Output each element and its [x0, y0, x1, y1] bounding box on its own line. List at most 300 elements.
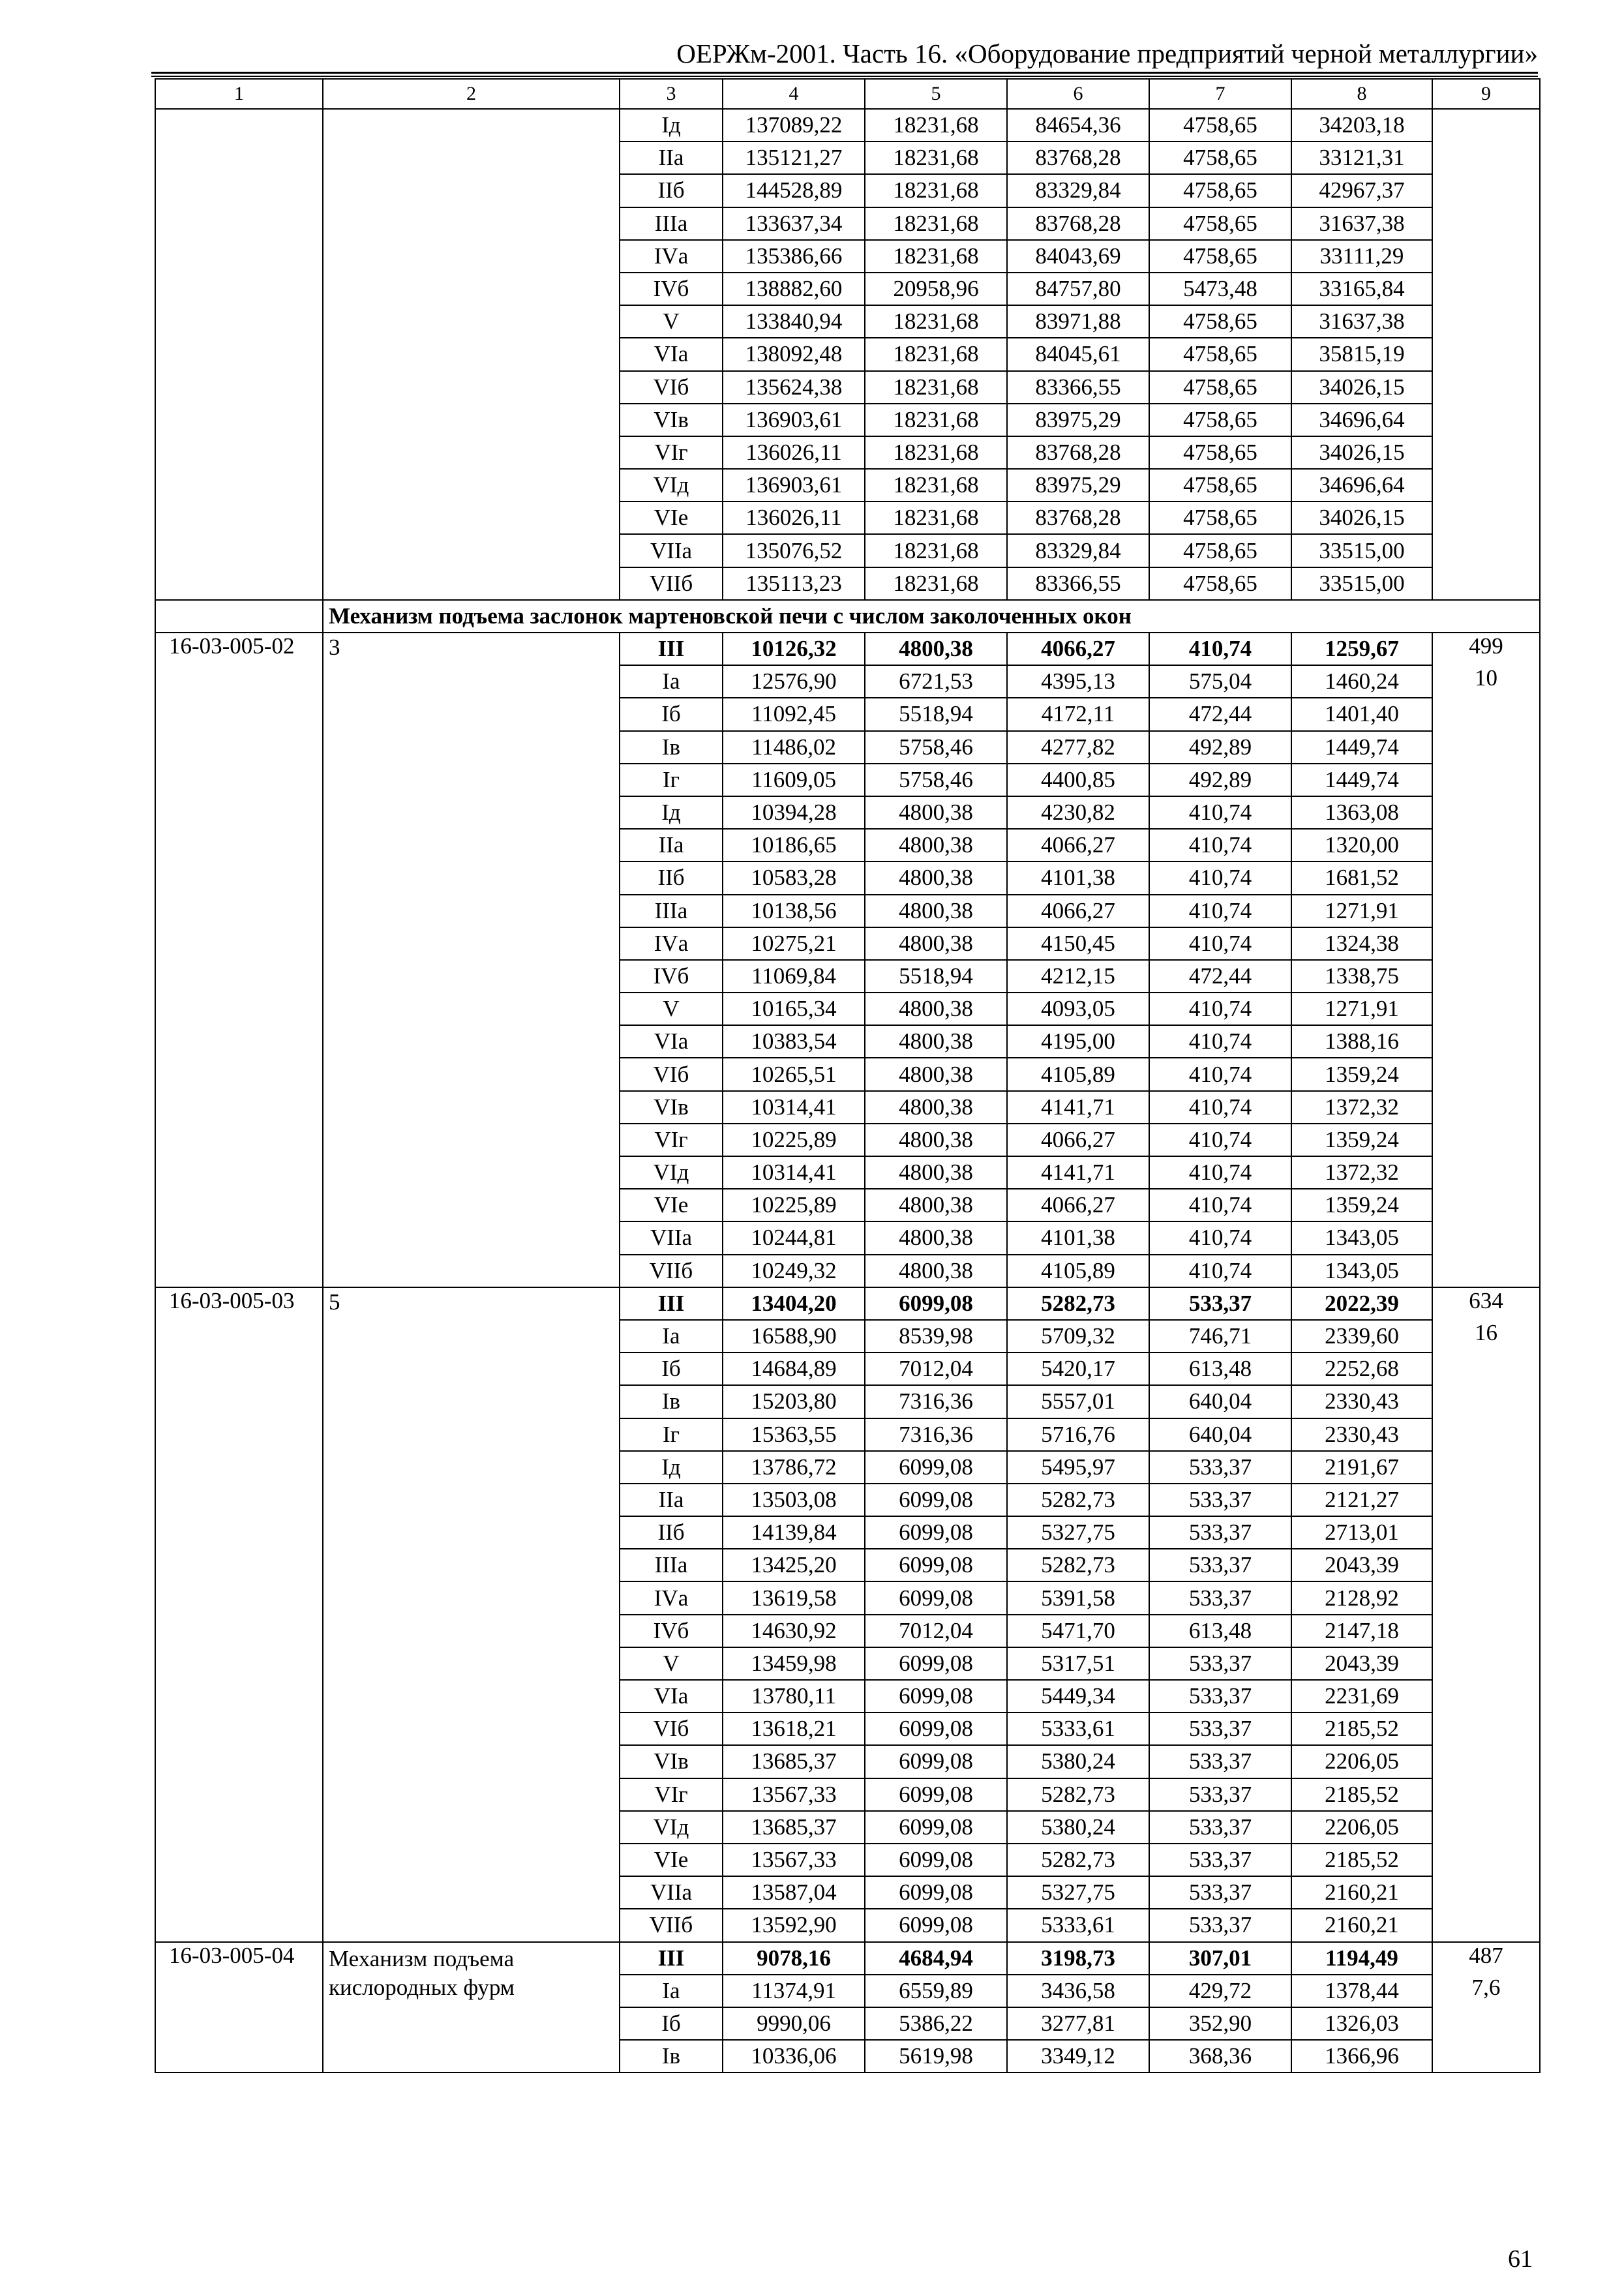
price-value: 5282,73 — [1007, 1549, 1149, 1581]
zone-label: Iв — [620, 1385, 723, 1418]
price-value: 11609,05 — [723, 764, 865, 796]
price-value: 5495,97 — [1007, 1451, 1149, 1484]
resource-code — [155, 1091, 323, 1124]
col9-value: 10 — [1432, 665, 1540, 698]
price-value: 4758,65 — [1149, 207, 1291, 240]
price-value: 133637,34 — [723, 207, 865, 240]
resource-code — [155, 567, 323, 600]
table-row — [155, 1385, 1540, 1418]
resource-code: 16-03-005-03 — [155, 1287, 323, 1320]
price-value: 410,74 — [1149, 927, 1291, 960]
price-value: 3277,81 — [1007, 2007, 1149, 2040]
price-value: 83768,28 — [1007, 207, 1149, 240]
resource-description — [323, 273, 620, 305]
resource-description — [323, 1745, 620, 1778]
col9-value — [1432, 273, 1540, 305]
price-value: 5282,73 — [1007, 1484, 1149, 1516]
column-number: 3 — [620, 79, 723, 109]
price-value: 9078,16 — [723, 1942, 865, 1975]
resource-code — [155, 829, 323, 861]
price-value: 14630,92 — [723, 1615, 865, 1647]
price-value: 410,74 — [1149, 796, 1291, 829]
table-row — [155, 796, 1540, 829]
col9-value — [1432, 109, 1540, 142]
price-value: 10165,34 — [723, 993, 865, 1025]
zone-label: VIг — [620, 1124, 723, 1156]
resource-description — [323, 1484, 620, 1516]
price-value: 746,71 — [1149, 1320, 1291, 1353]
column-number: 6 — [1007, 79, 1149, 109]
price-value: 5386,22 — [865, 2007, 1007, 2040]
price-value: 13425,20 — [723, 1549, 865, 1581]
price-value: 410,74 — [1149, 1221, 1291, 1254]
resource-code — [155, 338, 323, 370]
table-row — [155, 927, 1540, 960]
resource-description — [323, 1451, 620, 1484]
col9-value — [1432, 1844, 1540, 1876]
resource-description — [323, 1581, 620, 1614]
zone-label: Iд — [620, 109, 723, 142]
price-value: 2128,92 — [1291, 1581, 1432, 1614]
zone-label: VIг — [620, 1778, 723, 1811]
zone-label: VIа — [620, 1680, 723, 1713]
price-value: 84654,36 — [1007, 109, 1149, 142]
resource-description — [323, 142, 620, 174]
price-value: 10314,41 — [723, 1156, 865, 1189]
resource-code — [155, 861, 323, 894]
resource-description — [323, 338, 620, 370]
price-value: 533,37 — [1149, 1516, 1291, 1549]
price-value: 4758,65 — [1149, 174, 1291, 207]
col9-value: 634 — [1432, 1287, 1540, 1320]
table-row — [155, 1353, 1540, 1385]
price-value: 1326,03 — [1291, 2007, 1432, 2040]
price-value: 4758,65 — [1149, 567, 1291, 600]
col9-value: 499 — [1432, 633, 1540, 665]
resource-description: 5 — [323, 1287, 620, 1320]
price-value: 6099,08 — [865, 1516, 1007, 1549]
price-value: 34026,15 — [1291, 371, 1432, 404]
col9-value — [1432, 1516, 1540, 1549]
resource-description — [323, 1516, 620, 1549]
col9-value — [1432, 534, 1540, 567]
price-value: 6099,08 — [865, 1909, 1007, 1941]
price-value: 4758,65 — [1149, 109, 1291, 142]
table-row — [155, 2007, 1540, 2040]
resource-code — [155, 1451, 323, 1484]
price-value: 4758,65 — [1149, 371, 1291, 404]
price-value: 13786,72 — [723, 1451, 865, 1484]
price-value: 1378,44 — [1291, 1975, 1432, 2007]
resource-description — [323, 796, 620, 829]
resource-description — [323, 1680, 620, 1713]
resource-code — [155, 1680, 323, 1713]
zone-label: III — [620, 1942, 723, 1975]
zone-label: IIIа — [620, 895, 723, 927]
table-row — [155, 1713, 1540, 1745]
price-value: 1343,05 — [1291, 1221, 1432, 1254]
price-value: 4758,65 — [1149, 436, 1291, 469]
zone-label: VIв — [620, 1091, 723, 1124]
resource-description — [323, 109, 620, 142]
price-value: 410,74 — [1149, 1025, 1291, 1058]
price-value: 1324,38 — [1291, 927, 1432, 960]
resource-description — [323, 698, 620, 730]
table-row — [155, 1418, 1540, 1451]
price-value: 5473,48 — [1149, 273, 1291, 305]
resource-description — [323, 1058, 620, 1090]
price-value: 84757,80 — [1007, 273, 1149, 305]
price-value: 4800,38 — [865, 1025, 1007, 1058]
price-value: 5380,24 — [1007, 1745, 1149, 1778]
resource-description — [323, 665, 620, 698]
zone-label: IIб — [620, 1516, 723, 1549]
zone-label: VIг — [620, 436, 723, 469]
price-value: 4172,11 — [1007, 698, 1149, 730]
col9-value — [1432, 1091, 1540, 1124]
table-row — [155, 1189, 1540, 1221]
price-table — [155, 78, 1541, 2073]
price-value: 12576,90 — [723, 665, 865, 698]
price-value: 1366,96 — [1291, 2040, 1432, 2072]
resource-code — [155, 1844, 323, 1876]
price-value: 33111,29 — [1291, 240, 1432, 273]
price-value: 1359,24 — [1291, 1058, 1432, 1090]
section-title: Механизм подъема заслонок мартеновской печи с числом заколоченных окон — [323, 600, 1540, 633]
resource-code — [155, 665, 323, 698]
resource-code — [155, 1778, 323, 1811]
price-value: 6099,08 — [865, 1745, 1007, 1778]
price-value: 2191,67 — [1291, 1451, 1432, 1484]
col9-value — [1432, 1058, 1540, 1090]
price-value: 6099,08 — [865, 1876, 1007, 1909]
resource-code — [155, 207, 323, 240]
col9-value — [1432, 567, 1540, 600]
price-value: 13685,37 — [723, 1745, 865, 1778]
price-value: 5716,76 — [1007, 1418, 1149, 1451]
price-value: 138882,60 — [723, 273, 865, 305]
price-value: 4758,65 — [1149, 305, 1291, 338]
price-value: 613,48 — [1149, 1615, 1291, 1647]
price-value: 35815,19 — [1291, 338, 1432, 370]
resource-code — [155, 1713, 323, 1745]
zone-label: VIIб — [620, 1255, 723, 1287]
resource-description — [323, 1549, 620, 1581]
column-number-row — [155, 79, 1540, 109]
price-value: 83329,84 — [1007, 174, 1149, 207]
price-value: 10394,28 — [723, 796, 865, 829]
price-value: 410,74 — [1149, 829, 1291, 861]
resource-code — [155, 1189, 323, 1221]
table-row — [155, 1942, 1540, 1975]
price-value: 4195,00 — [1007, 1025, 1149, 1058]
zone-label: VIа — [620, 338, 723, 370]
price-value: 6099,08 — [865, 1811, 1007, 1844]
col9-value — [1432, 436, 1540, 469]
resource-description — [323, 1124, 620, 1156]
col9-value — [1432, 1745, 1540, 1778]
price-value: 83975,29 — [1007, 469, 1149, 501]
table-row — [155, 1221, 1540, 1254]
resource-description — [323, 1353, 620, 1385]
price-value: 640,04 — [1149, 1385, 1291, 1418]
resource-description — [323, 1811, 620, 1844]
col9-value — [1432, 207, 1540, 240]
price-value: 18231,68 — [865, 469, 1007, 501]
price-value: 533,37 — [1149, 1581, 1291, 1614]
price-value: 472,44 — [1149, 698, 1291, 730]
col9-value — [1432, 2040, 1540, 2072]
resource-code — [155, 1745, 323, 1778]
price-value: 11092,45 — [723, 698, 865, 730]
price-value: 5282,73 — [1007, 1287, 1149, 1320]
price-value: 10265,51 — [723, 1058, 865, 1090]
zone-label: Iг — [620, 764, 723, 796]
price-value: 4395,13 — [1007, 665, 1149, 698]
price-value: 4800,38 — [865, 861, 1007, 894]
resource-description — [323, 1942, 620, 2000]
price-value: 7012,04 — [865, 1615, 1007, 1647]
zone-label: III — [620, 633, 723, 665]
table-row — [155, 665, 1540, 698]
resource-code — [155, 993, 323, 1025]
col9-value — [1432, 1484, 1540, 1516]
resource-code — [155, 404, 323, 436]
table-row — [155, 1844, 1540, 1876]
resource-code — [155, 142, 323, 174]
col9-value — [1432, 1025, 1540, 1058]
resource-code — [155, 1418, 323, 1451]
price-value: 5317,51 — [1007, 1647, 1149, 1680]
price-value: 2043,39 — [1291, 1647, 1432, 1680]
resource-description — [323, 993, 620, 1025]
resource-description — [323, 534, 620, 567]
price-value: 2022,39 — [1291, 1287, 1432, 1320]
price-value: 492,89 — [1149, 764, 1291, 796]
col9-value — [1432, 1909, 1540, 1941]
resource-description — [323, 1778, 620, 1811]
column-number: 9 — [1432, 79, 1540, 109]
col9-value — [1432, 1189, 1540, 1221]
price-value: 6099,08 — [865, 1484, 1007, 1516]
col9-value — [1432, 1385, 1540, 1418]
price-value: 4800,38 — [865, 927, 1007, 960]
resource-code — [155, 1320, 323, 1353]
price-value: 1359,24 — [1291, 1124, 1432, 1156]
resource-code — [155, 1876, 323, 1909]
price-value: 1460,24 — [1291, 665, 1432, 698]
price-value: 2185,52 — [1291, 1713, 1432, 1745]
resource-code — [155, 2007, 323, 2040]
table-row — [155, 1025, 1540, 1058]
zone-label: Iа — [620, 665, 723, 698]
zone-label: IVб — [620, 1615, 723, 1647]
price-value: 11486,02 — [723, 731, 865, 764]
price-value: 18231,68 — [865, 305, 1007, 338]
col9-value — [1432, 993, 1540, 1025]
price-value: 13619,58 — [723, 1581, 865, 1614]
price-value: 84043,69 — [1007, 240, 1149, 273]
price-value: 1271,91 — [1291, 895, 1432, 927]
price-value: 2121,27 — [1291, 1484, 1432, 1516]
price-value: 533,37 — [1149, 1713, 1291, 1745]
price-value: 2330,43 — [1291, 1418, 1432, 1451]
resource-description — [323, 1320, 620, 1353]
price-value: 5282,73 — [1007, 1844, 1149, 1876]
col9-value — [1432, 764, 1540, 796]
price-value: 1372,32 — [1291, 1091, 1432, 1124]
resource-code — [155, 436, 323, 469]
table-row — [155, 567, 1540, 600]
price-value: 2185,52 — [1291, 1844, 1432, 1876]
price-value: 4800,38 — [865, 1124, 1007, 1156]
zone-label: VIд — [620, 469, 723, 501]
zone-label: Iб — [620, 2007, 723, 2040]
price-value: 18231,68 — [865, 501, 1007, 534]
price-value: 6099,08 — [865, 1647, 1007, 1680]
price-value: 4800,38 — [865, 1156, 1007, 1189]
col9-value — [1432, 2007, 1540, 2040]
resource-code — [155, 1647, 323, 1680]
table-row — [155, 1484, 1540, 1516]
price-value: 11374,91 — [723, 1975, 865, 2007]
price-value: 9990,06 — [723, 2007, 865, 2040]
price-value: 4758,65 — [1149, 501, 1291, 534]
price-value: 18231,68 — [865, 371, 1007, 404]
price-value: 410,74 — [1149, 1255, 1291, 1287]
resource-code — [155, 960, 323, 993]
zone-label: Iв — [620, 731, 723, 764]
table-row — [155, 436, 1540, 469]
table-row — [155, 469, 1540, 501]
price-value: 533,37 — [1149, 1647, 1291, 1680]
zone-label: IIб — [620, 861, 723, 894]
price-value: 5758,46 — [865, 764, 1007, 796]
price-value: 33121,31 — [1291, 142, 1432, 174]
resource-code — [155, 764, 323, 796]
price-value: 640,04 — [1149, 1418, 1291, 1451]
price-value: 2330,43 — [1291, 1385, 1432, 1418]
price-value: 18231,68 — [865, 436, 1007, 469]
price-value: 6099,08 — [865, 1549, 1007, 1581]
column-number: 4 — [723, 79, 865, 109]
price-value: 368,36 — [1149, 2040, 1291, 2072]
zone-label: VIе — [620, 501, 723, 534]
price-value: 410,74 — [1149, 1058, 1291, 1090]
price-value: 4758,65 — [1149, 338, 1291, 370]
price-value: 5709,32 — [1007, 1320, 1149, 1353]
col9-value — [1432, 1255, 1540, 1287]
price-value: 410,74 — [1149, 1091, 1291, 1124]
price-value: 4800,38 — [865, 829, 1007, 861]
price-value: 1271,91 — [1291, 993, 1432, 1025]
table-row — [155, 1876, 1540, 1909]
zone-label: VIд — [620, 1156, 723, 1189]
table-row — [155, 1058, 1540, 1090]
table-row — [155, 534, 1540, 567]
price-value: 42967,37 — [1291, 174, 1432, 207]
col9-value — [1432, 960, 1540, 993]
zone-label: Iд — [620, 796, 723, 829]
zone-label: VIб — [620, 1713, 723, 1745]
table-row — [155, 960, 1540, 993]
table-row — [155, 338, 1540, 370]
price-value: 8539,98 — [865, 1320, 1007, 1353]
resource-description — [323, 1025, 620, 1058]
price-value: 83366,55 — [1007, 567, 1149, 600]
zone-label: Iд — [620, 1451, 723, 1484]
price-value: 410,74 — [1149, 1156, 1291, 1189]
price-value: 4230,82 — [1007, 796, 1149, 829]
price-value: 34026,15 — [1291, 501, 1432, 534]
price-value: 14684,89 — [723, 1353, 865, 1385]
zone-label: IVа — [620, 927, 723, 960]
price-value: 1449,74 — [1291, 764, 1432, 796]
price-value: 5333,61 — [1007, 1713, 1149, 1745]
price-value: 2713,01 — [1291, 1516, 1432, 1549]
price-value: 1449,74 — [1291, 731, 1432, 764]
price-value: 14139,84 — [723, 1516, 865, 1549]
price-value: 4800,38 — [865, 1221, 1007, 1254]
price-value: 1338,75 — [1291, 960, 1432, 993]
price-value: 4105,89 — [1007, 1255, 1149, 1287]
price-value: 533,37 — [1149, 1778, 1291, 1811]
zone-label: V — [620, 993, 723, 1025]
price-value: 83366,55 — [1007, 371, 1149, 404]
resource-code — [155, 796, 323, 829]
price-value: 4066,27 — [1007, 895, 1149, 927]
price-value: 4066,27 — [1007, 633, 1149, 665]
price-value: 1363,08 — [1291, 796, 1432, 829]
price-value: 6099,08 — [865, 1778, 1007, 1811]
price-value: 5449,34 — [1007, 1680, 1149, 1713]
resource-description — [323, 960, 620, 993]
col9-value — [1432, 240, 1540, 273]
price-value: 15363,55 — [723, 1418, 865, 1451]
price-value: 10225,89 — [723, 1124, 865, 1156]
price-value: 7012,04 — [865, 1353, 1007, 1385]
price-value: 4800,38 — [865, 1091, 1007, 1124]
price-value: 4212,15 — [1007, 960, 1149, 993]
price-value: 34696,64 — [1291, 469, 1432, 501]
price-value: 3436,58 — [1007, 1975, 1149, 2007]
price-value: 34696,64 — [1291, 404, 1432, 436]
resource-code — [155, 174, 323, 207]
price-value: 4800,38 — [865, 993, 1007, 1025]
price-value: 410,74 — [1149, 1124, 1291, 1156]
resource-code — [155, 1549, 323, 1581]
col9-value — [1432, 829, 1540, 861]
price-value: 83329,84 — [1007, 534, 1149, 567]
zone-label: VIе — [620, 1189, 723, 1221]
price-value: 1359,24 — [1291, 1189, 1432, 1221]
price-value: 1388,16 — [1291, 1025, 1432, 1058]
resource-code — [155, 1909, 323, 1941]
table-row — [155, 1124, 1540, 1156]
zone-label: VIв — [620, 1745, 723, 1778]
price-value: 4141,71 — [1007, 1156, 1149, 1189]
table-row — [155, 861, 1540, 894]
price-value: 5518,94 — [865, 698, 1007, 730]
price-value: 135624,38 — [723, 371, 865, 404]
table-row — [155, 142, 1540, 174]
price-value: 31637,38 — [1291, 305, 1432, 338]
col9-value — [1432, 1615, 1540, 1647]
price-value: 10249,32 — [723, 1255, 865, 1287]
price-value: 13404,20 — [723, 1287, 865, 1320]
resource-description — [323, 829, 620, 861]
price-value: 18231,68 — [865, 404, 1007, 436]
